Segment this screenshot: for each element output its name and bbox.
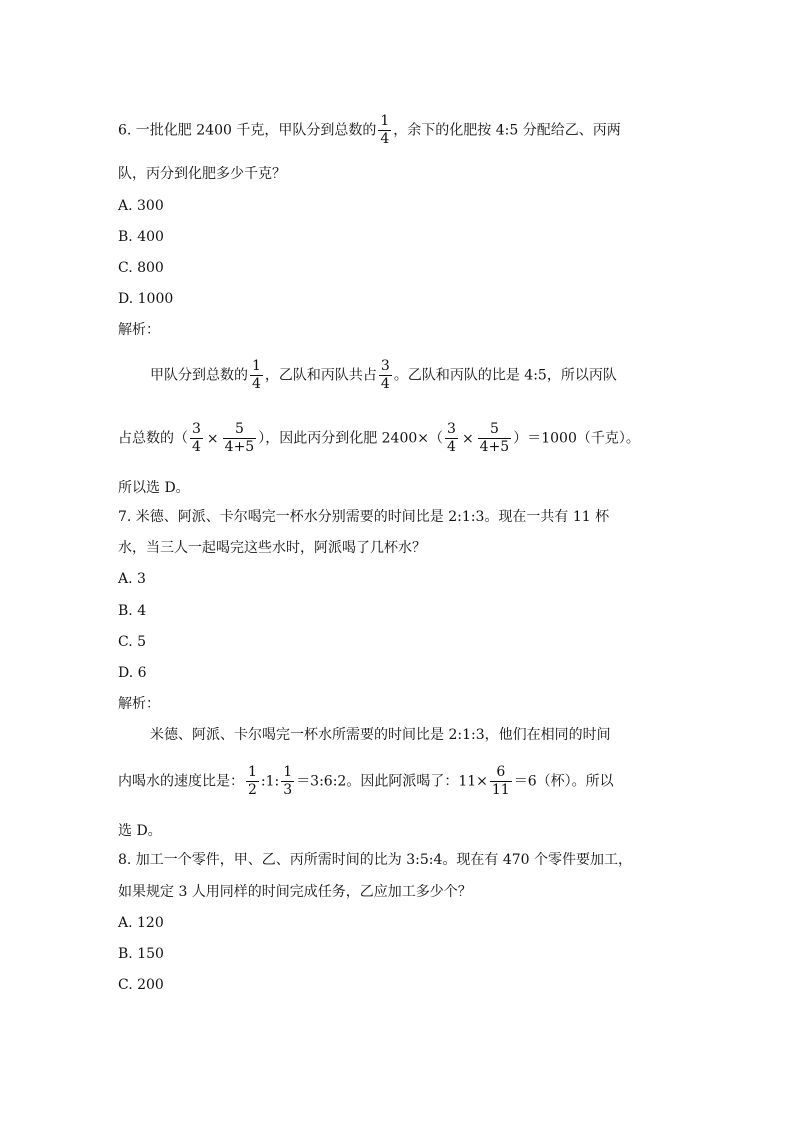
fraction-numerator: 3	[380, 358, 390, 374]
fraction-numerator: 1	[283, 764, 293, 780]
q6-stem-line1	[118, 113, 621, 148]
q7-option-c: C. 5	[118, 634, 147, 650]
q7-option-b: B. 4	[118, 603, 147, 619]
q6-analysis2-fraction-2	[223, 421, 257, 456]
fraction-denominator: 11	[491, 782, 510, 798]
q6-analysis-text-a: 甲队分到总数的	[150, 367, 248, 384]
q6-option-c: C. 800	[118, 260, 164, 276]
fraction-denominator: 4+5	[224, 439, 255, 455]
q6-analysis2-text-c: ）＝1000（千克）。	[513, 430, 640, 447]
fraction-numerator: 1	[248, 764, 257, 780]
q7-analysis-conclusion: 选 D。	[118, 823, 162, 839]
fraction-numerator: 3	[447, 421, 456, 437]
q6-analysis-fraction-2	[379, 358, 392, 393]
q6-analysis2-fraction-4	[478, 421, 512, 456]
q7-analysis-line1: 米德、阿派、卡尔喝完一杯水所需要的时间比是 2:1:3，他们在相同的时间	[150, 727, 611, 743]
fraction-numerator: 5	[223, 421, 257, 439]
times-sign: ×	[206, 430, 219, 447]
q8-option-b: B. 150	[118, 946, 164, 962]
q6-analysis-text-c: 。乙队和丙队的比是 4:5，所以丙队	[393, 367, 617, 384]
fraction-numerator: 1	[252, 358, 261, 374]
q6-analysis-line2	[118, 421, 640, 456]
q6-option-b: B. 400	[118, 229, 164, 245]
q6-fraction-denominator: 4	[380, 131, 390, 147]
q7-analysis2-text-b: ＝3:6:2。因此阿派喝了：11×	[296, 773, 488, 790]
q6-analysis-label: 解析：	[118, 322, 160, 338]
q6-analysis-fraction-1	[250, 358, 263, 393]
q6-analysis-line1	[150, 358, 617, 393]
q7-analysis2-fraction-2	[281, 764, 294, 799]
fraction-denominator: 4	[252, 376, 261, 392]
fraction-denominator: 4	[192, 439, 201, 455]
q6-stem-line2: 队，丙分到化肥多少千克？	[118, 166, 286, 182]
q8-stem-line1: 8. 加工一个零件，甲、乙、丙所需时间的比为 3:5:4。现在有 470 个零件要加工，	[118, 852, 633, 868]
q6-analysis2-text-a: 占总数的（	[118, 430, 188, 447]
q7-analysis2-fraction-3	[490, 764, 512, 799]
q7-analysis2-text-c: ＝6（杯）。所以	[513, 773, 614, 790]
q7-option-a: A. 3	[118, 571, 146, 587]
q6-analysis2-fraction-3	[445, 421, 458, 456]
q8-option-a: A. 120	[118, 915, 164, 931]
q6-option-d: D. 1000	[118, 291, 174, 307]
q6-analysis-conclusion: 所以选 D。	[118, 480, 190, 496]
q6-analysis2-text-b: ），因此丙分到化肥 2400×（	[258, 430, 444, 447]
fraction-denominator: 4	[447, 439, 456, 455]
q8-stem-line2: 如果规定 3 人用同样的时间完成任务，乙应加工多少个？	[118, 884, 472, 900]
fraction-denominator: 2	[248, 782, 257, 798]
fraction-denominator: 4+5	[479, 439, 510, 455]
q6-analysis2-fraction-1	[190, 421, 203, 456]
q7-analysis2-ratio-mid: :1:	[260, 773, 280, 790]
fraction-denominator: 4	[380, 376, 390, 392]
fraction-numerator: 5	[478, 421, 512, 439]
q7-analysis-label: 解析：	[118, 696, 160, 712]
times-sign: ×	[461, 430, 474, 447]
q7-analysis-line2	[118, 764, 614, 799]
q6-analysis-text-b: ，乙队和丙队共占	[264, 367, 377, 384]
fraction-denominator: 3	[283, 782, 293, 798]
q7-stem-line1: 7. 米德、阿派、卡尔喝完一杯水分别需要的时间比是 2:1:3。现在一共有 11 杯	[118, 509, 610, 525]
q6-fraction-numerator: 1	[380, 113, 390, 129]
q6-option-a: A. 300	[118, 198, 164, 214]
fraction-numerator: 3	[192, 421, 201, 437]
q7-analysis2-fraction-1	[246, 764, 259, 799]
q7-analysis2-text-a: 内喝水的速度比是：	[118, 773, 244, 790]
q6-stem-text-a: 6. 一批化肥 2400 千克，甲队分到总数的	[118, 122, 377, 139]
fraction-numerator: 6	[490, 764, 512, 782]
q8-option-c: C. 200	[118, 977, 164, 993]
q7-option-d: D. 6	[118, 665, 147, 681]
q6-fraction	[378, 113, 391, 148]
q7-stem-line2: 水，当三人一起喝完这些水时，阿派喝了几杯水？	[118, 540, 426, 556]
q6-stem-text-b: ，余下的化肥按 4:5 分配给乙、丙两	[393, 122, 621, 139]
